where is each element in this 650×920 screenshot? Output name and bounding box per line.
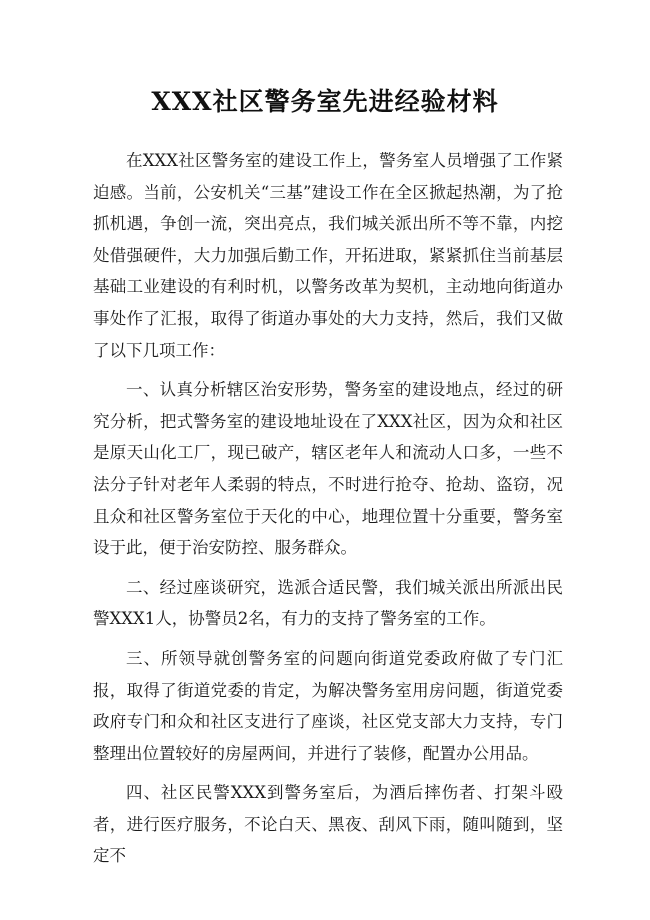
document-body xyxy=(93,145,563,878)
paragraph-intro: 在XXX社区警务室的建设工作上，警务室人员增强了工作紧迫感。当前，公安机关“三基”建设工作在全区掀起热潮，为了抢抓机遇，争创一流，突出亮点，我们城关派出所不等不靠，内挖处借强硬件，大力加强后勤工作，开拓进取，紧紧抓住当前基层基础工业建设的有利时机，以警务改革为契机，主动地向街道办事处作了汇报，取得了街道办事处的大力支持，然后，我们又做了以下几项工作： xyxy=(93,151,563,360)
paragraph-item-2: 二、经过座谈研究，选派合适民警，我们城关派出所派出民警XXX1人，协警员2名，有力的支持了警务室的工作。 xyxy=(93,577,563,629)
paragraph-item-4: 四、社区民警XXX到警务室后，为酒后摔伤者、打架斗殴者，进行医疗服务，不论白天、黑夜、刮风下雨，随叫随到，坚定不 xyxy=(93,783,563,866)
paragraph-item-3: 三、所领导就创警务室的问题向街道党委政府做了专门汇报，取得了街道党委的肯定，为解决警务室用房问题，街道党委政府专门和众和社区支进行了座谈，社区党支部大力支持，专门整理出位置较好的房屋两间，并进行了装修，配置办公用品。 xyxy=(93,648,563,763)
paragraph-item-1: 一、认真分析辖区治安形势，警务室的建设地点，经过的研究分析，把式警务室的建设地址设在了XXX社区，因为众和社区是原天山化工厂，现已破产，辖区老年人和流动人口多，一些不法分子针对老年人柔弱的特点，不时进行抢夺、抢劫、盗窃，况且众和社区警务室位于天化的中心，地理位置十分重要，警务室设于此，便于治安防控、服务群众。 xyxy=(93,380,563,558)
page-title: XXX社区警务室先进经验材料 xyxy=(151,87,499,116)
